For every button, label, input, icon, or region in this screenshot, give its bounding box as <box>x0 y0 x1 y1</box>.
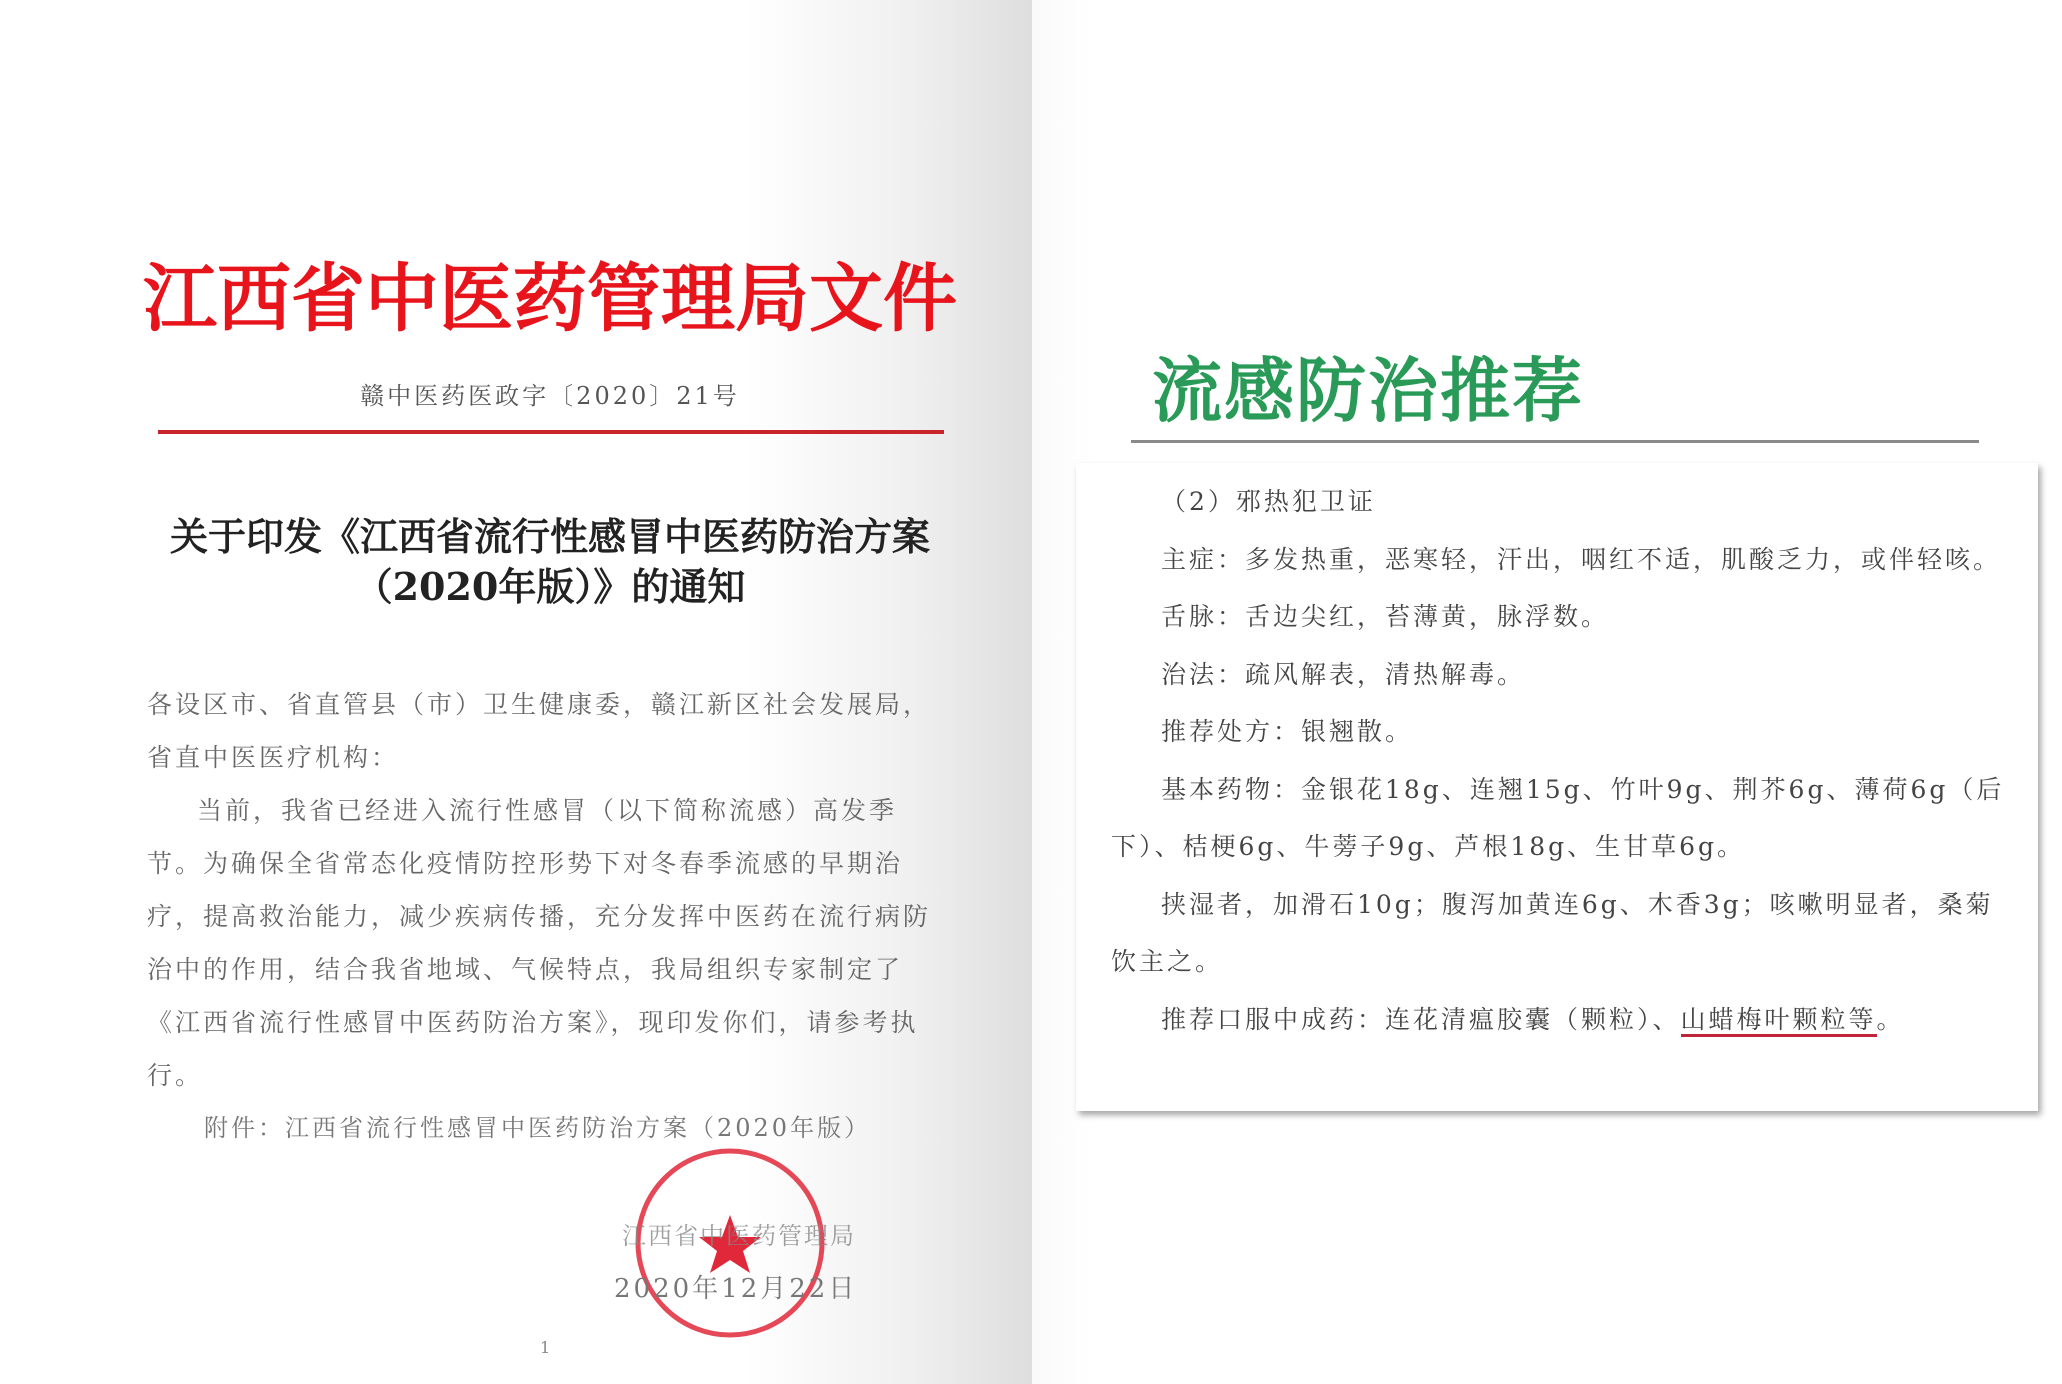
body-paragraph: 当前，我省已经进入流行性感冒（以下简称流感）高发季节。为确保全省常态化疫情防控形势下对冬春季流感的早期治疗，提高救治能力，减少疾病传播，充分发挥中医药在流行病防治中的作用，结合我省地域、气候特点，我局组织专家制定了《江西省流行性感冒中医药防治方案》，现印发你们，请参考执行。 <box>147 796 932 1090</box>
slide-title: 流感防治推荐 <box>1152 350 1584 432</box>
recommend-suffix: 。 <box>1876 1004 1905 1034</box>
notice-title-line1: 关于印发《江西省流行性感冒中医药防治方案 <box>169 514 930 559</box>
attachment-line: 附件：江西省流行性感冒中医药防治方案（2020年版） <box>204 1114 872 1142</box>
excerpt-paragraph: 舌脉：舌边尖红，苔薄黄，脉浮数。 <box>1161 602 1610 631</box>
notice-body <box>147 678 947 1102</box>
excerpt-paragraph: 治法：疏风解表，清热解毒。 <box>1161 659 1526 689</box>
excerpt-paragraph: 主症：多发热重，恶寒轻，汗出，咽红不适，肌酸乏力，或伴轻咳。 <box>1161 544 2002 574</box>
signer-name: 江西省中医药管理局 <box>622 1222 856 1250</box>
issue-date: 2020年12月22日 <box>614 1274 858 1304</box>
excerpt-card <box>1076 463 2038 1111</box>
document-number: 赣中医药医政字〔2020〕21号 <box>360 382 740 410</box>
title-divider <box>1131 440 1979 443</box>
recommend-prefix: 推荐口服中成药：连花清瘟胶囊（颗粒）、 <box>1161 1004 1681 1034</box>
issuer-header-title: 江西省中医药管理局文件 <box>143 256 957 342</box>
excerpt-paragraph: 挟湿者，加滑石10g；腹泻加黄连6g、木香3g；咳嗽明显者，桑菊饮主之。 <box>1111 889 1994 976</box>
highlighted-medicine: 山蜡梅叶颗粒等 <box>1681 1005 1877 1037</box>
excerpt-paragraph: 推荐处方：银翘散。 <box>1161 717 1414 746</box>
notice-title-line2: （2020年版）》的通知 <box>354 564 746 609</box>
excerpt-text <box>1111 473 2011 1048</box>
addressee: 各设区市、省直管县（市）卫生健康委，赣江新区社会发展局，省直中医医疗机构： <box>147 690 932 772</box>
page-number: 1 <box>540 1338 551 1357</box>
excerpt-paragraph: 基本药物：金银花18g、连翘15g、竹叶9g、荆芥6g、薄荷6g（后下）、桔梗6g、牛蒡子9g、芦根18g、生甘草6g。 <box>1111 774 2005 861</box>
recommended-medicine <box>1111 991 2011 1049</box>
red-divider <box>158 430 944 434</box>
notice-title <box>130 512 970 612</box>
section-heading: （2）邪热犯卫证 <box>1161 487 1376 516</box>
